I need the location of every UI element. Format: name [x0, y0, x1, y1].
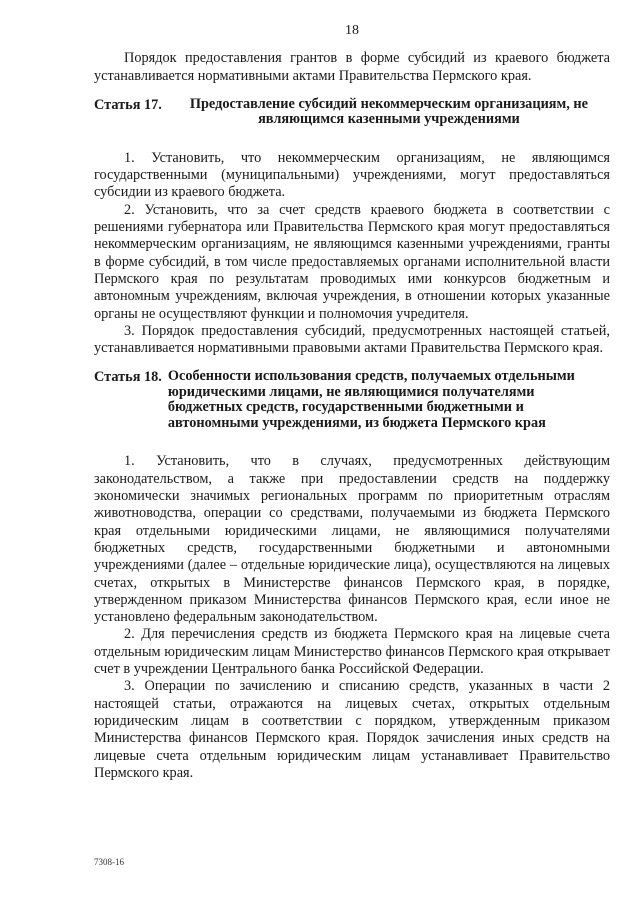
article-17-label: Статья 17.: [94, 96, 162, 113]
document-code: 7308-16: [94, 857, 124, 867]
article-18-paragraph-1: 1. Установить, что в случаях, предусмотренных действующим законодательством, а также при предоставлении средств на поддержку экономически значимых региональных программ по приоритетным отраслям животноводства, операции со средствами, получаемыми из бюджета Пермского края отдельными юридическими лицами, не являющимися получателями бюджетных средств, государственными бюджетными и автономными учреждениями (далее – отдельные юридические лица), осуществляются на лицевых счетах, открытых в Министерстве финансов Пермского края, в порядке, утвержденном приказом Министерства финансов Пермского края, если иное не установлено федеральным законодательством.: [94, 453, 610, 626]
article-18-paragraph-2: 2. Для перечисления средств из бюджета Пермского края на лицевые счета отдельным юридическим лицам Министерство финансов Пермского края открывает счет в учреждении Центрального банка Российской Федерации.: [94, 626, 610, 678]
article-17-paragraph-2: 2. Установить, что за счет средств краевого бюджета в соответствии с решениями губернатора или Правительства Пермского края могут предоставляться некоммерческим организациям, не являющимся казенными учреждениями, гранты в форме субсидий, в том числе предоставляемых органами исполнительной власти Пермского края по результатам проводимых ими конкурсов бюджетным и автономным учреждениям, включая учреждения, в отношении которых указанные органы не осуществляют функции и полномочия учредителя.: [94, 201, 610, 322]
page-number: 18: [345, 23, 359, 38]
article-18-heading: [94, 369, 610, 431]
article-18-title: Особенности использования средств, получаемых отдельными юридическими лицами, не являющимися получателями бюджетных средств, государственными бюджетными и автономными учреждениями, из бюджета Пермского края: [167, 368, 575, 431]
article-18-paragraph-3: 3. Операции по зачислению и списанию средств, указанных в части 2 настоящей статьи, отражаются на лицевых счетах, открытых отдельным юридическим лицам в соответствии с порядком, утвержденным приказом Министерства финансов Пермского края. Порядок зачисления иных средств на лицевые счета отдельным юридическим лицам устанавливает Правительство Пермского края.: [94, 678, 610, 781]
article-18-label: Статья 18.: [94, 369, 162, 386]
article-17-title: Предоставление субсидий некоммерческим организациям, не являющимся казенными учреждениями: [189, 95, 589, 128]
article-17-paragraph-1: 1. Установить, что некоммерческим организациям, не являющимся государственными (муниципальными) учреждениями, могут предоставляться субсидии из краевого бюджета.: [94, 149, 610, 201]
article-17-heading: [94, 97, 610, 128]
intro-paragraph: Порядок предоставления грантов в форме субсидий из краевого бюджета устанавливается нормативными актами Правительства Пермского края.: [94, 50, 610, 84]
article-17-paragraph-3: 3. Порядок предоставления субсидий, предусмотренных настоящей статьей, устанавливается нормативными правовыми актами Правительства Пермского края.: [94, 322, 610, 357]
